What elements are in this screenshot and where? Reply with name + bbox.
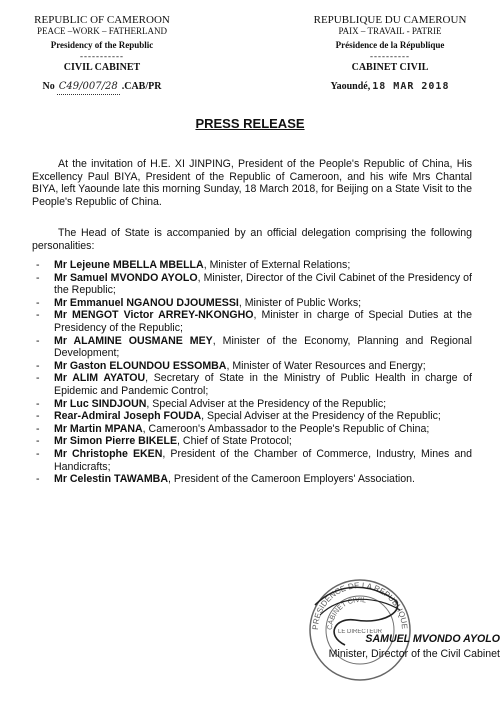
signer-name: SAMUEL MVONDO AYOLO	[365, 633, 500, 645]
list-item: - Mr Martin MPANA, Cameroon's Ambassador to the People's Republic of China;	[36, 422, 430, 435]
paragraph-intro: At the invitation of H.E. XI JINPING, President of the People's Republic of China, His Excellency Paul BIYA, President of the Republic of Cameroon, and his wife Mrs Chantal BIYA, left Yaounde late this morning Sunday, 18 March 2018, for Beijing on a State Visit to the People's Republic of China.	[32, 158, 472, 208]
date-line	[300, 80, 480, 94]
list-item: - Mr Simon Pierre BIKELE, Chief of State Protocol;	[36, 435, 292, 448]
list-item: - Mr ALIM AYATOU, Secretary of State in the Ministry of Public Health in charge of Epidemic and Pandemic Control;	[36, 372, 472, 397]
cabinet-en: CIVIL CABINET	[63, 62, 141, 73]
ref-suffix: .CAB/PR	[121, 81, 162, 92]
list-item: - Mr ALAMINE OUSMANE MEY, Minister of the Economy, Planning and Regional Development;	[36, 334, 472, 360]
date-stamp: 18 MAR 2018	[372, 81, 450, 92]
ref-handwritten: C49/007/28	[57, 80, 120, 95]
list-item: - Mr Christophe EKEN, President of the Chamber of Commerce, Industry, Mines and Handicrafts;	[36, 447, 472, 473]
office-en: Presidency of the Republic	[50, 40, 154, 50]
list-item: - Mr Celestin TAWAMBA, President of the Cameroon Employers' Association.	[36, 473, 415, 486]
signature-block	[250, 575, 500, 705]
list-item: - Mr Gaston ELOUNDOU ESSOMBA, Minister of Water Resources and Energy;	[36, 359, 426, 372]
country-en: REPUBLIC OF CAMEROON	[34, 14, 170, 26]
reference-number	[12, 80, 192, 95]
cabinet-fr: CABINET CIVIL	[351, 62, 429, 73]
seal-outer-text: PRESIDENCE DE LA REPUBLIQUE	[310, 580, 410, 631]
signer-title: Minister, Director of the Civil Cabinet	[328, 648, 500, 660]
list-item: - Mr Lejeune MBELLA MBELLA, Minister of External Relations;	[36, 259, 351, 271]
seal-inner-text: CABINET CIVIL	[326, 596, 367, 631]
city: Yaoundé,	[330, 81, 371, 92]
list-item: - Mr Samuel MVONDO AYOLO, Minister, Director of the Civil Cabinet of the Presidency of the Republic;	[36, 271, 473, 297]
list-item: - Rear-Admiral Joseph FOUDA, Special Adviser at the Presidency of the Republic;	[36, 410, 441, 423]
list-item: - Mr MENGOT Victor ARREY-NKONGHO, Minister in charge of Special Duties at the Presidency of the Republic;	[36, 309, 472, 334]
list-item: - Mr Luc SINDJOUN, Special Adviser at the Presidency of the Republic;	[36, 397, 387, 410]
divider-right: ----------	[370, 51, 410, 61]
official-seal	[305, 575, 415, 685]
seal-center-text: LE DIRECTEUR	[337, 629, 383, 635]
motto-en: PEACE –WORK – FATHERLAND	[36, 26, 168, 36]
divider-left: -----------	[80, 51, 124, 61]
country-fr: REPUBLIQUE DU CAMEROUN	[313, 14, 467, 26]
motto-fr: PAIX – TRAVAIL - PATRIE	[338, 26, 442, 36]
office-fr: Présidence de la République	[335, 40, 445, 50]
header-left	[12, 14, 192, 95]
document-title: PRESS RELEASE	[195, 116, 305, 131]
header-right	[300, 14, 480, 94]
list-item: - Mr Emmanuel NGANOU DJOUMESSI, Minister of Public Works;	[36, 296, 362, 309]
ref-prefix: No	[42, 81, 55, 92]
paragraph-delegation-intro: The Head of State is accompanied by an official delegation comprising the following personalities:	[32, 227, 472, 252]
delegation-list	[32, 259, 472, 486]
